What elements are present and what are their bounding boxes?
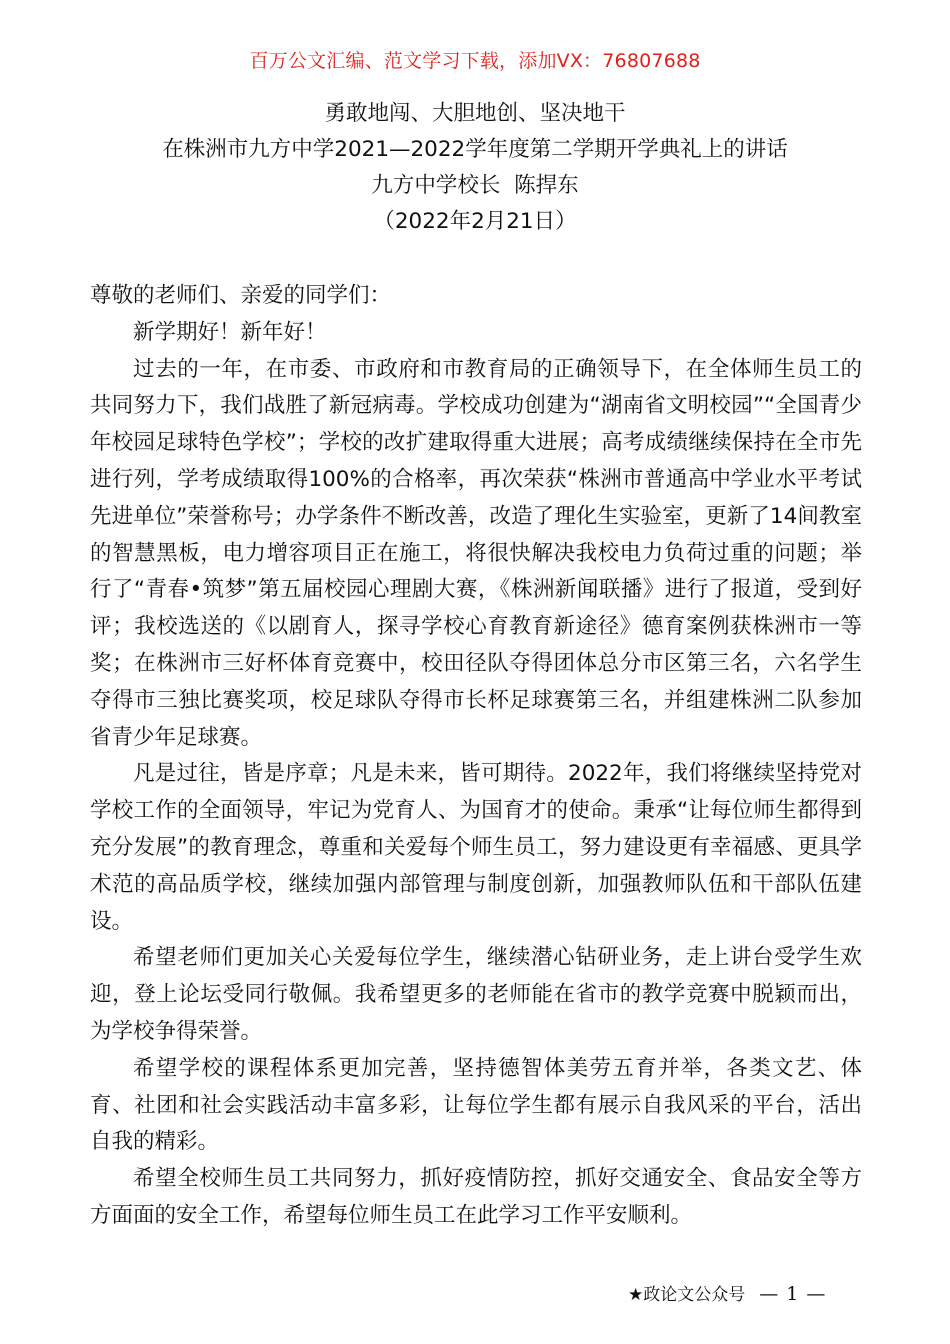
speech-occasion-title: 在株洲市九方中学2021—2022学年度第二学期开学典礼上的讲话 <box>162 137 788 162</box>
page-number: — 1 — <box>759 1283 827 1305</box>
speech-body <box>90 278 862 1235</box>
paragraph-achievements: 过去的一年，在市委、市政府和市教育局的正确领导下，在全体师生员工的共同努力下，我们战胜了新冠病毒。学校成功创建为“湖南省文明校园”“全国青少年校园足球特色学校”；学校的改扩建取得重大进展；高考成绩继续保持在全市先进行列，学考成绩取得100%的合格率，再次荣获“株洲市普通高中学业水平考试先进单位”荣誉称号；办学条件不断改善，改造了理化生实验室，更新了14间教室的智慧黑板，电力增容项目正在施工，将很快解决我校电力负荷过重的问题；举行了“青春•筑梦”第五届校园心理剧大赛，《株洲新闻联播》进行了报道，受到好评；我校选送的《以剧育人，探寻学校心育教育新途径》德育案例获株洲市一等奖；在株洲市三好杯体育竞赛中，校田径队夺得团体总分市区第三名，六名学生夺得市三独比赛奖项，校足球队夺得市长杯足球赛第三名，并组建株洲二队参加省青少年足球赛。 <box>90 356 862 750</box>
paragraph-greeting: 新学期好！新年好！ <box>133 319 327 345</box>
footer-source: ★政论文公众号 <box>628 1285 746 1305</box>
promo-banner: 百万公文汇编、范文学习下载，添加VX：76807688 <box>249 50 701 72</box>
paragraph-teacher-hopes: 希望老师们更加关心关爱每位学生，继续潜心钻研业务，走上讲台受学生欢迎，登上论坛受同行敬佩。我希望更多的老师能在省市的教学竞赛中脱颖而出，为学校争得荣誉。 <box>90 945 862 1044</box>
paragraph-curriculum-hopes: 希望学校的课程体系更加完善，坚持德智体美劳五育并举，各类文艺、体育、社团和社会实践活动丰富多彩，让每位学生都有展示自我风采的平台，活出自我的精彩。 <box>90 1055 862 1155</box>
speaker-line: 九方中学校长 陈捍东 <box>371 173 579 198</box>
page-footer <box>628 1280 928 1305</box>
salutation: 尊敬的老师们、亲爱的同学们： <box>90 283 392 308</box>
paragraph-2022-plan: 凡是过往，皆是序章；凡是未来，皆可期待。2022年，我们将继续坚持党对学校工作的全面领导，牢记为党育人、为国育才的使命。秉承“让每位师生都得到充分发展”的教育理念，尊重和关爱每个师生员工，努力建设更有幸福感、更具学术范的高品质学校，继续加强内部管理与制度创新，加强教师队伍和干部队伍建设。 <box>90 761 862 934</box>
speech-date: （2022年2月21日） <box>373 209 577 234</box>
document-title-block <box>0 96 950 240</box>
paragraph-safety-hopes: 希望全校师生员工共同努力，抓好疫情防控，抓好交通安全、食品安全等方方面面的安全工作，希望每位师生员工在此学习工作平安顺利。 <box>90 1166 862 1228</box>
speech-slogan-title: 勇敢地闯、大胆地创、坚决地干 <box>324 101 626 126</box>
